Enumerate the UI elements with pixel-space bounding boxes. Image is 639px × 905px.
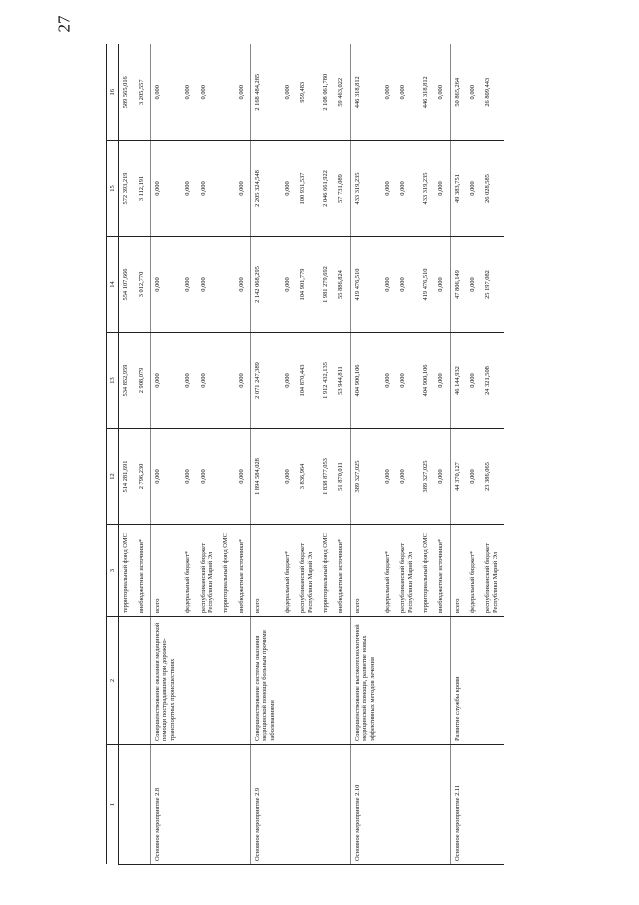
measure-cell (481, 745, 504, 865)
description-cell (434, 617, 450, 745)
description-cell (197, 617, 220, 745)
value-cell: 26 809,443 (481, 45, 504, 141)
value-cell: 1 894 584,028 (250, 429, 281, 525)
value-cell: 389 327,025 (350, 429, 381, 525)
source-cell: всего (350, 525, 381, 617)
value-cell: 0,000 (281, 333, 296, 429)
value-cell: 104 901,779 (296, 237, 319, 333)
value-cell: 26 028,585 (481, 141, 504, 237)
value-cell (219, 429, 234, 525)
value-cell (219, 333, 234, 429)
description-cell (334, 617, 350, 745)
value-cell: 0,000 (197, 333, 220, 429)
value-cell (219, 237, 234, 333)
description-cell: Совершенствование оказания медицинской помощи пострадавшим при дорожно-транспортных происшествиях (151, 617, 182, 745)
source-cell: внебюджетные источники* (135, 525, 151, 617)
value-cell: 433 319,235 (350, 141, 381, 237)
table-row (434, 45, 450, 865)
value-cell: 2 908,079 (135, 333, 151, 429)
table-row (135, 45, 151, 865)
value-cell: 0,000 (281, 237, 296, 333)
measure-cell: Основное мероприятие 2.11 (450, 745, 466, 865)
measure-cell (319, 745, 334, 865)
value-cell: 0,000 (434, 141, 450, 237)
description-cell (296, 617, 319, 745)
measure-cell (419, 745, 434, 865)
value-cell: 0,000 (466, 45, 481, 141)
source-cell: всего (450, 525, 466, 617)
value-cell: 44 370,127 (450, 429, 466, 525)
source-cell: федеральный бюджет* (181, 525, 196, 617)
value-cell: 3 012,770 (135, 237, 151, 333)
source-cell: всего (151, 525, 182, 617)
value-cell: 51 870,011 (334, 429, 350, 525)
value-cell: 0,000 (181, 237, 196, 333)
measure-cell: Основное мероприятие 2.9 (250, 745, 281, 865)
description-cell (481, 617, 504, 745)
value-cell: 0,000 (381, 333, 396, 429)
measure-cell: Основное мероприятие 2.8 (151, 745, 182, 865)
value-cell: 0,000 (281, 45, 296, 141)
value-cell: 404 900,106 (419, 333, 434, 429)
value-cell: 2 108 061,780 (319, 45, 334, 141)
value-cell: 0,000 (197, 45, 220, 141)
table-row (197, 45, 220, 865)
source-cell: внебюджетные источники* (334, 525, 350, 617)
value-cell: 0,000 (281, 429, 296, 525)
measure-cell (334, 745, 350, 865)
description-cell: Совершенствование системы оказания медицинской помощи больным прочими заболеваниями (250, 617, 281, 745)
value-cell: 0,000 (197, 429, 220, 525)
measure-cell (235, 745, 251, 865)
value-cell: 104 870,443 (296, 333, 319, 429)
table-row (419, 45, 434, 865)
measure-cell (466, 745, 481, 865)
value-cell: 55 886,824 (334, 237, 350, 333)
value-cell: 23 386,065 (481, 429, 504, 525)
header-cell: 2 (107, 617, 119, 745)
value-cell: 0,000 (466, 141, 481, 237)
table-row (396, 45, 419, 865)
source-cell: территориальный фонд ОМС (119, 525, 135, 617)
value-cell: 0,000 (396, 237, 419, 333)
value-cell: 446 318,812 (419, 45, 434, 141)
value-cell: 0,000 (381, 237, 396, 333)
value-cell: 0,000 (381, 141, 396, 237)
description-cell (381, 617, 396, 745)
value-cell: 0,000 (151, 141, 182, 237)
value-cell: 446 318,812 (350, 45, 381, 141)
table-row (250, 45, 281, 865)
value-cell: 514 281,691 (119, 429, 135, 525)
value-cell: 0,000 (466, 429, 481, 525)
value-cell: 433 319,235 (419, 141, 434, 237)
value-cell: 0,000 (197, 141, 220, 237)
value-cell: 959,483 (296, 45, 319, 141)
table-row (481, 45, 504, 865)
value-cell: 0,000 (434, 237, 450, 333)
table-row (281, 45, 296, 865)
header-cell: 12 (107, 429, 119, 525)
value-cell: 0,000 (396, 45, 419, 141)
table-row (334, 45, 350, 865)
measure-cell (197, 745, 220, 865)
measure-cell: Основное мероприятие 2.10 (350, 745, 381, 865)
header-cell: 16 (107, 45, 119, 141)
table-row (319, 45, 334, 865)
value-cell: 0,000 (151, 333, 182, 429)
value-cell: 534 852,959 (119, 333, 135, 429)
header-cell: 15 (107, 141, 119, 237)
measure-cell (434, 745, 450, 865)
table-row (151, 45, 182, 865)
measure-cell (281, 745, 296, 865)
value-cell: 0,000 (235, 429, 251, 525)
value-cell: 589 565,016 (119, 45, 135, 141)
value-cell: 0,000 (434, 45, 450, 141)
table-row (350, 45, 381, 865)
value-cell: 0,000 (396, 333, 419, 429)
source-cell: федеральный бюджет* (466, 525, 481, 617)
value-cell: 0,000 (396, 429, 419, 525)
description-cell (396, 617, 419, 745)
value-cell: 0,000 (434, 333, 450, 429)
table-row (450, 45, 466, 865)
value-cell: 0,000 (235, 237, 251, 333)
value-cell: 0,000 (181, 429, 196, 525)
value-cell: 0,000 (466, 237, 481, 333)
value-cell: 2 071 247,389 (250, 333, 281, 429)
value-cell: 2 046 661,922 (319, 141, 334, 237)
value-cell: 59 463,022 (334, 45, 350, 141)
value-cell: 0,000 (235, 45, 251, 141)
value-cell: 100 931,537 (296, 141, 319, 237)
measure-cell (181, 745, 196, 865)
measure-cell (219, 745, 234, 865)
value-cell: 0,000 (181, 141, 196, 237)
header-cell: 13 (107, 333, 119, 429)
description-cell: Развитие службы крови (450, 617, 466, 745)
source-cell: республиканский бюджет Республики Марий Эл (481, 525, 504, 617)
value-cell: 0,000 (151, 237, 182, 333)
value-cell: 3 836,964 (296, 429, 319, 525)
description-cell (119, 617, 135, 745)
value-cell: 3 205,557 (135, 45, 151, 141)
value-cell: 0,000 (235, 141, 251, 237)
source-cell: республиканский бюджет Республики Марий Эл (296, 525, 319, 617)
budget-table (106, 45, 504, 866)
header-cell: 3 (107, 525, 119, 617)
description-cell (281, 617, 296, 745)
value-cell: 0,000 (381, 45, 396, 141)
measure-cell (135, 745, 151, 865)
header-cell: 14 (107, 237, 119, 333)
table-row (296, 45, 319, 865)
value-cell: 53 944,811 (334, 333, 350, 429)
value-cell: 0,000 (151, 429, 182, 525)
header-cell: 1 (107, 745, 119, 865)
source-cell: республиканский бюджет Республики Марий Эл (197, 525, 220, 617)
source-cell: федеральный бюджет* (281, 525, 296, 617)
value-cell: 389 327,025 (419, 429, 434, 525)
value-cell: 50 865,264 (450, 45, 466, 141)
value-cell: 419 476,510 (350, 237, 381, 333)
value-cell: 1 981 279,692 (319, 237, 334, 333)
table-row (466, 45, 481, 865)
value-cell (219, 45, 234, 141)
measure-cell (296, 745, 319, 865)
description-cell (419, 617, 434, 745)
value-cell: 572 393,219 (119, 141, 135, 237)
table-row (381, 45, 396, 865)
description-cell (319, 617, 334, 745)
description-cell (219, 617, 234, 745)
value-cell: 0,000 (434, 429, 450, 525)
source-cell: республиканский бюджет Республики Марий Эл (396, 525, 419, 617)
value-cell: 404 900,106 (350, 333, 381, 429)
source-cell: территориальный фонд ОМС (419, 525, 434, 617)
value-cell: 2 796,230 (135, 429, 151, 525)
page-number: 27 (54, 15, 74, 33)
source-cell: территориальный фонд ОМС (219, 525, 234, 617)
value-cell: 0,000 (466, 333, 481, 429)
value-cell: 49 383,751 (450, 141, 466, 237)
value-cell: 0,000 (151, 45, 182, 141)
value-cell: 0,000 (396, 141, 419, 237)
value-cell: 25 197,082 (481, 237, 504, 333)
description-cell (235, 617, 251, 745)
source-cell: территориальный фонд ОМС (319, 525, 334, 617)
measure-cell (119, 745, 135, 865)
value-cell: 0,000 (381, 429, 396, 525)
description-cell (466, 617, 481, 745)
source-cell: всего (250, 525, 281, 617)
value-cell: 0,000 (181, 333, 196, 429)
value-cell: 0,000 (197, 237, 220, 333)
value-cell: 1 912 432,135 (319, 333, 334, 429)
measure-cell (381, 745, 396, 865)
table-row (235, 45, 251, 865)
value-cell: 2 168 484,285 (250, 45, 281, 141)
value-cell (219, 141, 234, 237)
value-cell: 419 476,510 (419, 237, 434, 333)
table-row (181, 45, 196, 865)
description-cell: Совершенствование высокотехнологичной медицинской помощи, развитие новых эффективных методов лечения (350, 617, 381, 745)
source-cell: внебюджетные источники* (235, 525, 251, 617)
value-cell: 46 144,932 (450, 333, 466, 429)
value-cell: 0,000 (281, 141, 296, 237)
measure-cell (396, 745, 419, 865)
source-cell: внебюджетные источники* (434, 525, 450, 617)
table-header-row (107, 45, 119, 865)
value-cell: 1 838 877,053 (319, 429, 334, 525)
value-cell: 57 731,089 (334, 141, 350, 237)
value-cell: 2 142 068,295 (250, 237, 281, 333)
table-row (219, 45, 234, 865)
source-cell: федеральный бюджет* (381, 525, 396, 617)
rotated-table-container (106, 45, 626, 865)
value-cell: 2 205 324,548 (250, 141, 281, 237)
description-cell (181, 617, 196, 745)
value-cell: 47 806,149 (450, 237, 466, 333)
value-cell: 0,000 (235, 333, 251, 429)
table-row (119, 45, 135, 865)
description-cell (135, 617, 151, 745)
value-cell: 0,000 (181, 45, 196, 141)
value-cell: 554 107,666 (119, 237, 135, 333)
value-cell: 3 112,191 (135, 141, 151, 237)
value-cell: 24 321,508 (481, 333, 504, 429)
